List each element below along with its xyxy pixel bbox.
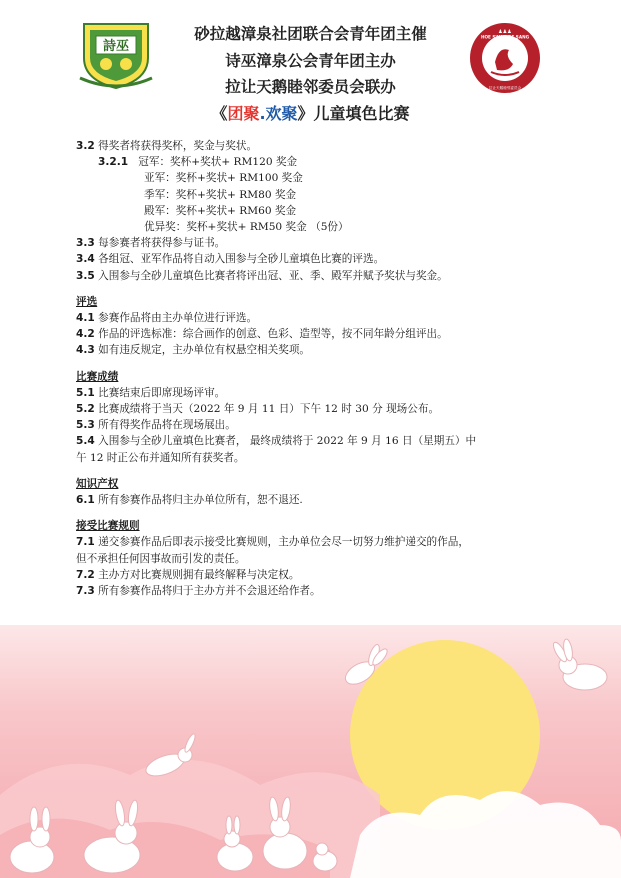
title-word-reunion: 团聚	[227, 104, 260, 123]
prize-second: 亚军：奖杯+奖状+ RM100 奖金	[144, 172, 303, 185]
co-host-line: 拉让天鹅睦邻委员会联办	[225, 78, 396, 96]
title-word-joy: 欢聚	[265, 104, 298, 123]
logo-right-top-text: HOE SWAN DE SANG	[480, 34, 530, 40]
rules-acceptance-heading: 接受比赛规则	[76, 520, 140, 533]
svg-text:♟♟♟: ♟♟♟	[498, 29, 512, 35]
event-title: 《团聚.欢聚》儿童填色比赛	[211, 104, 410, 123]
rules-body: 3.2 得奖者将获得奖杯，奖金与奖状。 3.2.1 冠军：奖杯+奖状+ RM120 奖金 亚军：奖杯+奖状+ RM100 奖金 季军：奖杯+奖状+ RM80 奖金 殿军：奖杯+奖状+ RM60 奖金 优异奖：奖杯+奖状+ RM50 奖金 （5份） 3.3 每参赛者将获得参与证书。 3.4 各组冠、亚军作品将自动入围参与全砂儿童填色比赛的评选。 3.5 入围参与全砂儿童填色比赛者将评出冠、亚、季、殿军并赋予奖状与奖金。 评选 4.1 参赛作品将由主办单位进行评选。 4.2 作品的评选标准：综合画作的创意、色彩、造型等，按不同年龄分组评出。 4.3 如有违反规定，主办单位有权悬空相关奖项。 比赛成绩 5.1 比赛结束后即席现场评审。 5.2 比赛成绩将于当天（2022 年 9 月 11 日）下午 12 时 30 分 现场公布。 5.3 所有得奖作品将在现场展出。 5.4 入围参与全砂儿童填色比赛者， 最终成绩将于 2022 年 9 月 16 日（星期五）中 午 12 时正公布并通知所有获奖者。 知识产权 6.1 所有参赛作品将归主办单位所有，恕不退还. 接受比赛规则 7.1 递交参赛作品后即表示接受比赛规则，主办单位会尽一切努力维护递交的作品， 但不承担任何因事故而引发的责任。 7.2 主办方对比赛规则拥有最终解释与决定权。 7.3 所有参赛作品将归于主办方并不会退还给作者。	[76, 138, 546, 599]
judging-heading: 评选	[76, 295, 98, 308]
moon-rabbit-illustration	[0, 625, 621, 878]
logo-right-bottom-text: 拉让天鹅睦邻委员会	[488, 86, 522, 90]
prize-merit: 优异奖：奖杯+奖状+ RM50 奖金 （5份）	[144, 221, 349, 234]
ip-heading: 知识产权	[76, 477, 119, 490]
host-line: 诗巫漳泉公会青年团主办	[225, 52, 396, 70]
prize-third: 季军：奖杯+奖状+ RM80 奖金	[144, 188, 297, 201]
prize-fourth: 殿军：奖杯+奖状+ RM60 奖金	[144, 204, 297, 217]
results-heading: 比赛成绩	[76, 370, 119, 383]
logo-left-text: 詩巫	[102, 39, 130, 54]
organizer-line: 砂拉越漳泉社团联合会青年团主催	[194, 25, 427, 43]
